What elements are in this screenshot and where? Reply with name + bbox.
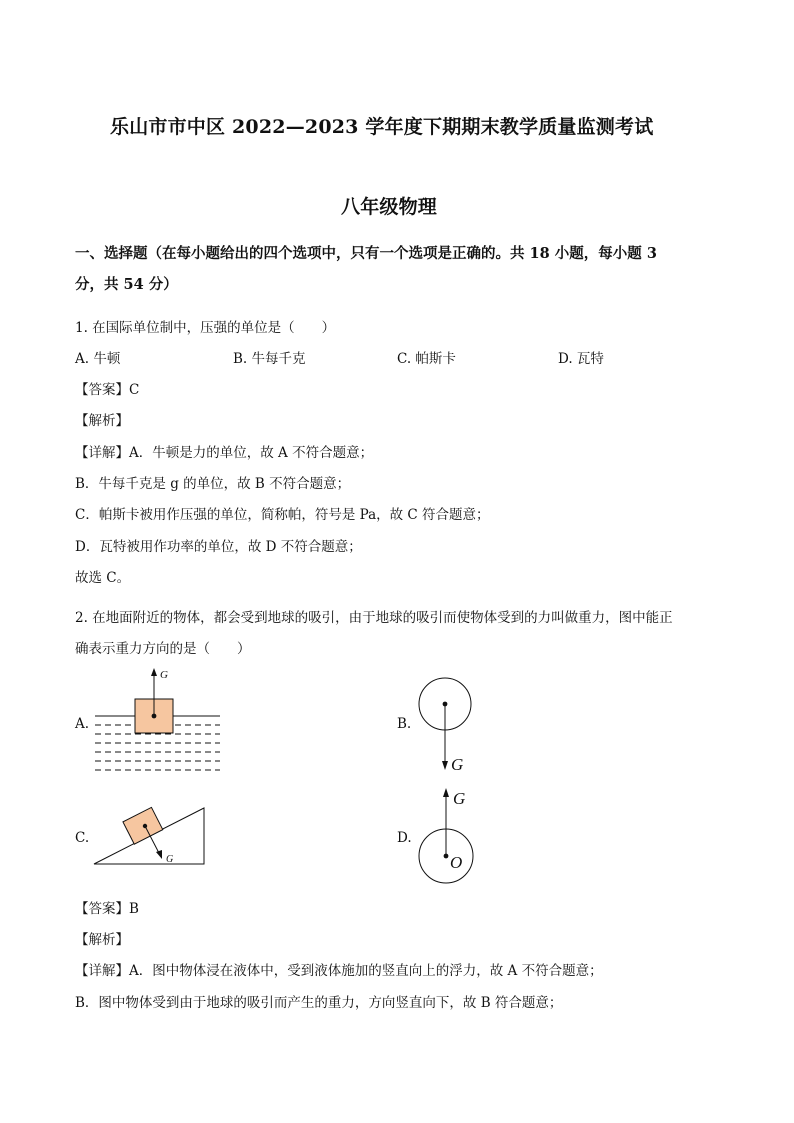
figure-c-incline xyxy=(90,800,216,870)
q1-detail-a: 【详解】A．牛顿是力的单位，故 A 不符合题意； xyxy=(75,445,374,461)
q2-fig-label-c: C. xyxy=(75,830,90,846)
figure-d-arrow-up-icon xyxy=(443,788,449,797)
q1-stem: 1. 在国际单位制中，压强的单位是（ ） xyxy=(75,320,336,336)
figure-d-g-label: G xyxy=(453,789,466,808)
figure-d-gravity-up xyxy=(412,784,492,888)
q1-analysis-tag: 【解析】 xyxy=(75,413,129,429)
figure-a-g-label: G xyxy=(160,669,168,681)
figure-d-o-label: O xyxy=(450,853,463,872)
q2-stem-line1: 2. 在地面附近的物体，都会受到地球的吸引，由于地球的吸引而使物体受到的力叫做重力，图中能正 xyxy=(75,610,673,626)
q2-detail-a: 【详解】A．图中物体浸在液体中，受到液体施加的竖直向上的浮力，故 A 不符合题意； xyxy=(75,963,603,979)
figure-c-g-label: G xyxy=(166,854,174,865)
q1-detail-c: C．帕斯卡被用作压强的单位，简称帕，符号是 Pa，故 C 符合题意； xyxy=(75,507,490,523)
q1-conclusion: 故选 C。 xyxy=(75,570,131,586)
q1-answer: 【答案】C xyxy=(75,382,140,398)
q2-fig-label-d: D. xyxy=(397,830,412,846)
section-heading-line1: 一、选择题（在每小题给出的四个选项中，只有一个选项是正确的。共 18 小题，每小题 3 xyxy=(75,245,657,262)
figure-c-arrow-icon xyxy=(156,850,162,859)
figure-b-gravity-down xyxy=(412,674,492,778)
page-subtitle: 八年级物理 xyxy=(341,196,438,218)
section-heading-line2: 分，共 54 分） xyxy=(75,276,178,293)
figure-a-arrow-up-icon xyxy=(151,668,157,676)
page-title: 乐山市市中区 2022—2023 学年度下期期末教学质量监测考试 xyxy=(110,116,654,138)
figure-a-buoyancy xyxy=(90,662,230,780)
q2-analysis-tag: 【解析】 xyxy=(75,932,129,948)
q2-fig-label-a: A. xyxy=(75,716,90,732)
q1-option-d: D. 瓦特 xyxy=(558,351,604,367)
q2-detail-b: B．图中物体受到由于地球的吸引而产生的重力，方向竖直向下，故 B 符合题意； xyxy=(75,995,563,1011)
figure-b-arrow-down-icon xyxy=(442,761,448,770)
q1-detail-b: B．牛每千克是 g 的单位，故 B 不符合题意； xyxy=(75,476,351,492)
q1-detail-d: D．瓦特被用作功率的单位，故 D 不符合题意； xyxy=(75,539,362,555)
q1-option-a: A. 牛顿 xyxy=(75,351,121,367)
q2-answer: 【答案】B xyxy=(75,901,139,917)
q2-fig-label-b: B. xyxy=(397,716,412,732)
figure-b-g-label: G xyxy=(451,755,464,774)
q1-option-c: C. 帕斯卡 xyxy=(397,351,456,367)
q1-option-b: B. 牛每千克 xyxy=(233,351,306,367)
q2-stem-line2: 确表示重力方向的是（ ） xyxy=(75,641,251,657)
